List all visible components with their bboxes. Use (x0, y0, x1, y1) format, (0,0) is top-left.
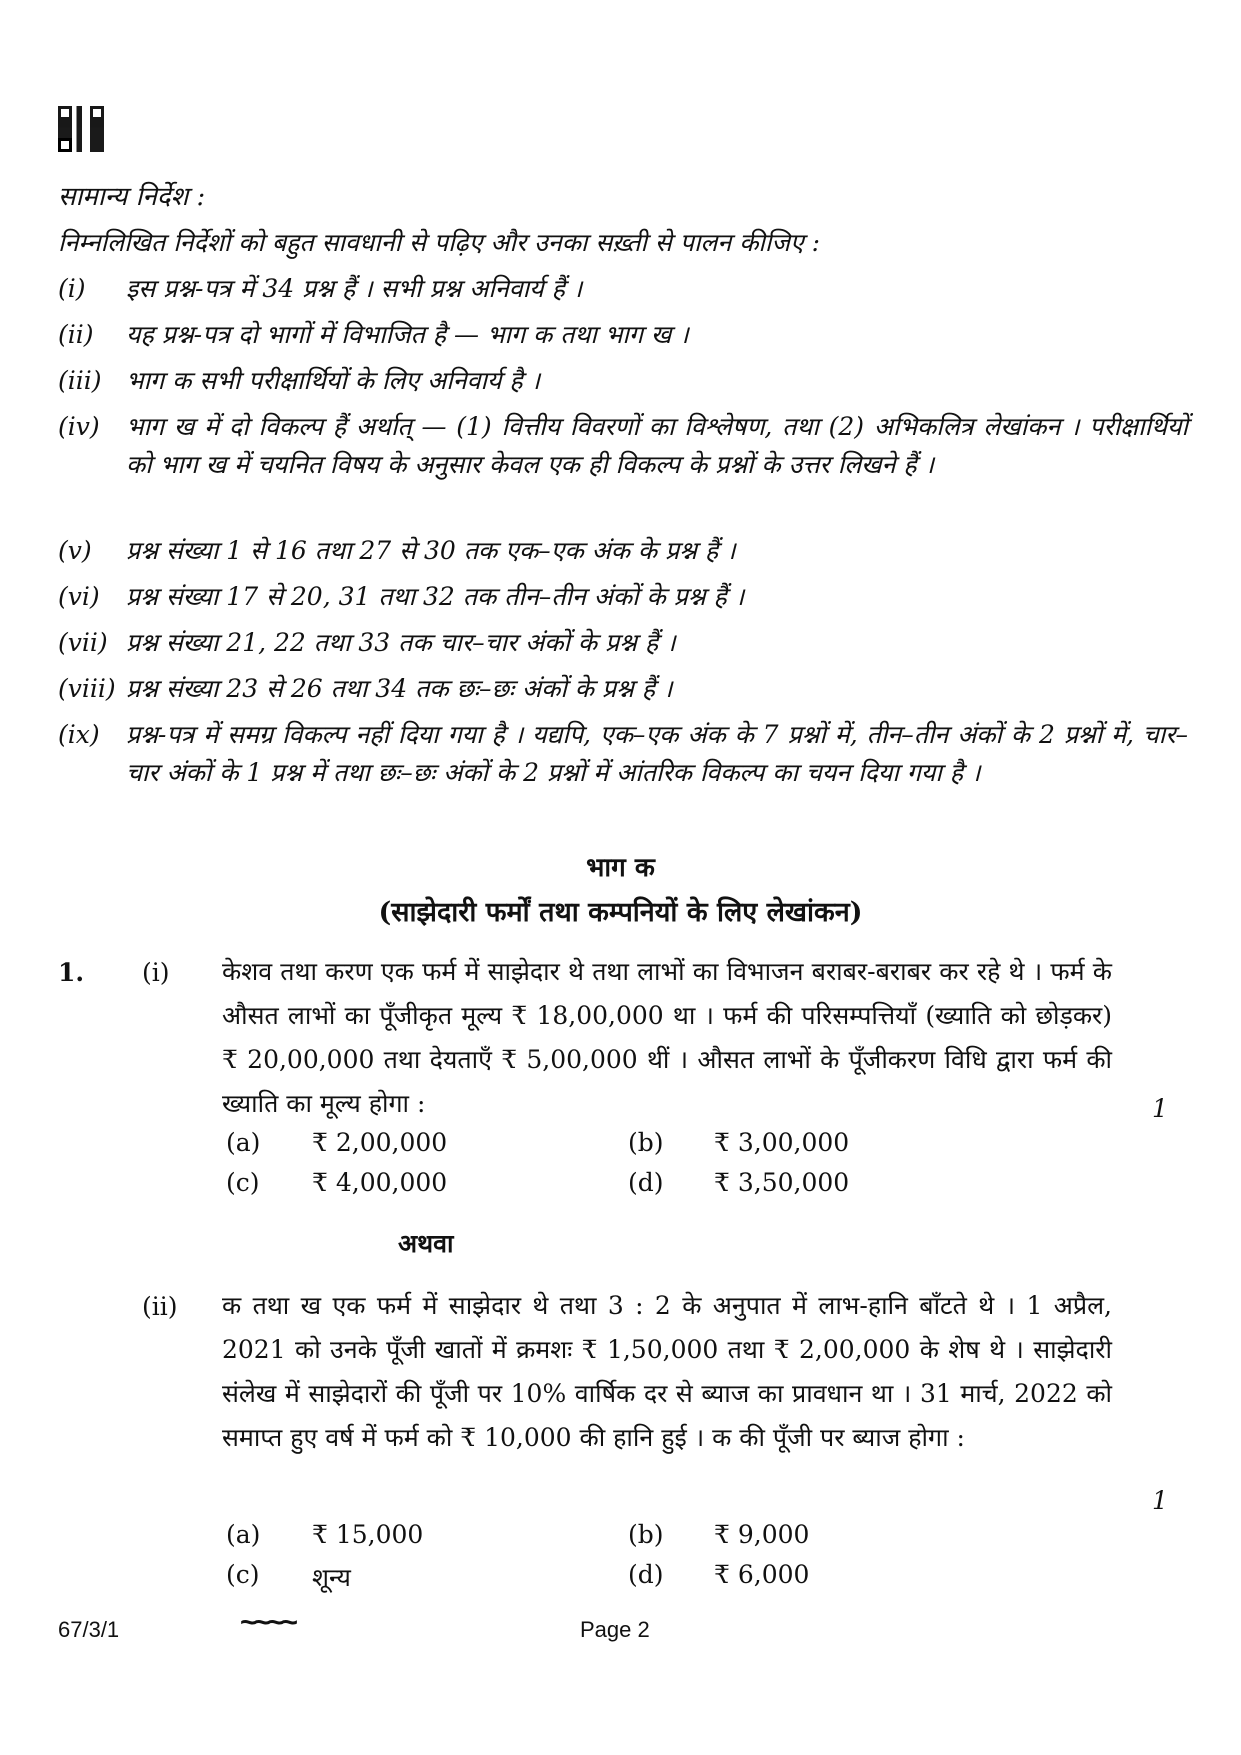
instruction-item (58, 270, 1188, 308)
paper-code: 67/3/1 (58, 1617, 120, 1642)
question-part-label: (i) (142, 958, 170, 987)
instruction-number: (iii) (58, 366, 102, 395)
instructions-intro: निम्नलिखित निर्देशों को बहुत सावधानी से पढ़िए और उनका सख़्ती से पालन कीजिए : (58, 228, 821, 257)
instruction-text: प्रश्न-पत्र में समग्र विकल्प नहीं दिया गया है । यद्यपि, एक–एक अंक के 7 प्रश्नों में, तीन–तीन अंकों के 2 प्रश्नों में, चार–चार अंकों के 1 प्रश्न में तथा छः–छः अंकों के 2 प्रश्नों में आंतरिक विकल्प का चयन दिया गया है । (126, 720, 1188, 787)
option-label: (a) (226, 1520, 261, 1549)
option-value: ₹ 6,000 (714, 1560, 810, 1589)
instruction-text: भाग ख में दो विकल्प हैं अर्थात् — (1) वित्तीय विवरणों का विश्लेषण, तथा (2) अभिकलित्र लेखांकन । परीक्षार्थियों को भाग ख में चयनित विषय के अनुसार केवल एक ही विकल्प के प्रश्नों के उत्तर लिखने हैं । (126, 412, 1188, 479)
instruction-item (58, 670, 1188, 708)
instruction-number: (v) (58, 536, 92, 565)
instruction-number: (iv) (58, 412, 100, 441)
question-text: केशव तथा करण एक फर्म में साझेदार थे तथा लाभों का विभाजन बराबर-बराबर कर रहे थे । फर्म के औसत लाभों का पूँजीकृत मूल्य ₹ 18,00,000 था । फर्म की परिसम्पत्तियाँ (ख्याति को छोड़कर) ₹ 20,00,000 तथा देयताएँ ₹ 5,00,000 थीं । औसत लाभों के पूँजीकरण विधि द्वारा फर्म की ख्याति का मूल्य होगा : (222, 957, 1112, 1118)
option-label: (c) (226, 1560, 260, 1589)
section-subheading: (साझेदारी फर्मों तथा कम्पनियों के लिए लेखांकन) (378, 897, 863, 928)
footer-ornament: ~~~~ (240, 1606, 295, 1639)
section-heading: भाग क (586, 853, 655, 883)
instruction-number: (ii) (58, 320, 94, 349)
or-label: अथवा (398, 1229, 454, 1258)
instruction-item (58, 716, 1188, 792)
instructions-title: सामान्य निर्देश : (58, 182, 206, 212)
instruction-number: (ix) (58, 720, 100, 749)
instruction-text: यह प्रश्न-पत्र दो भागों में विभाजित है — भाग क तथा भाग ख । (126, 320, 689, 349)
qr-code-corner (58, 138, 72, 152)
option-label: (a) (226, 1128, 261, 1157)
option-value: ₹ 9,000 (714, 1520, 810, 1549)
instruction-number: (i) (58, 274, 86, 303)
instruction-item (58, 408, 1188, 484)
instruction-item (58, 362, 1188, 400)
instruction-number: (viii) (58, 674, 116, 703)
instruction-text: इस प्रश्न-पत्र में 34 प्रश्न हैं । सभी प्रश्न अनिवार्य हैं । (126, 274, 583, 303)
instruction-item (58, 624, 1188, 662)
instruction-item (58, 532, 1188, 570)
instruction-item (58, 316, 1188, 354)
question-number: 1. (58, 958, 85, 987)
question-text: क तथा ख एक फर्म में साझेदार थे तथा 3 : 2 के अनुपात में लाभ-हानि बाँटते थे । 1 अप्रैल, 2021 को उनके पूँजी खातों में क्रमशः ₹ 1,50,000 तथा ₹ 2,00,000 के शेष थे । साझेदारी संलेख में साझेदारों की पूँजी पर 10% वार्षिक दर से ब्याज का प्रावधान था । 31 मार्च, 2022 को समाप्त हुए वर्ष में फर्म को ₹ 10,000 की हानि हुई । क की पूँजी पर ब्याज होगा : (222, 1291, 1112, 1452)
instruction-text: भाग क सभी परीक्षार्थियों के लिए अनिवार्य है । (126, 366, 541, 395)
instruction-text: प्रश्न संख्या 1 से 16 तथा 27 से 30 तक एक–एक अंक के प्रश्न हैं । (126, 536, 736, 565)
option-value: ₹ 4,00,000 (312, 1168, 448, 1197)
option-value: ₹ 3,00,000 (714, 1128, 850, 1157)
instruction-number: (vii) (58, 628, 108, 657)
option-label: (b) (628, 1520, 664, 1549)
question-part-label: (ii) (142, 1292, 178, 1321)
option-value: ₹ 3,50,000 (714, 1168, 850, 1197)
question-marks: 1 (1152, 1094, 1168, 1123)
instruction-text: प्रश्न संख्या 21, 22 तथा 33 तक चार–चार अंकों के प्रश्न हैं । (126, 628, 676, 657)
option-label: (d) (628, 1560, 664, 1589)
option-label: (d) (628, 1168, 664, 1197)
page-number: Page 2 (580, 1617, 650, 1642)
option-value: ₹ 15,000 (312, 1520, 424, 1549)
instruction-text: प्रश्न संख्या 23 से 26 तथा 34 तक छः–छः अंकों के प्रश्न हैं । (126, 674, 673, 703)
instruction-number: (vi) (58, 582, 100, 611)
option-value: ₹ 2,00,000 (312, 1128, 448, 1157)
option-label: (c) (226, 1168, 260, 1197)
instruction-text: प्रश्न संख्या 17 से 20, 31 तथा 32 तक तीन–तीन अंकों के प्रश्न हैं । (126, 582, 745, 611)
instruction-item (58, 578, 1188, 616)
option-label: (b) (628, 1128, 664, 1157)
question-marks: 1 (1152, 1486, 1168, 1515)
option-value: शून्य (312, 1563, 351, 1592)
